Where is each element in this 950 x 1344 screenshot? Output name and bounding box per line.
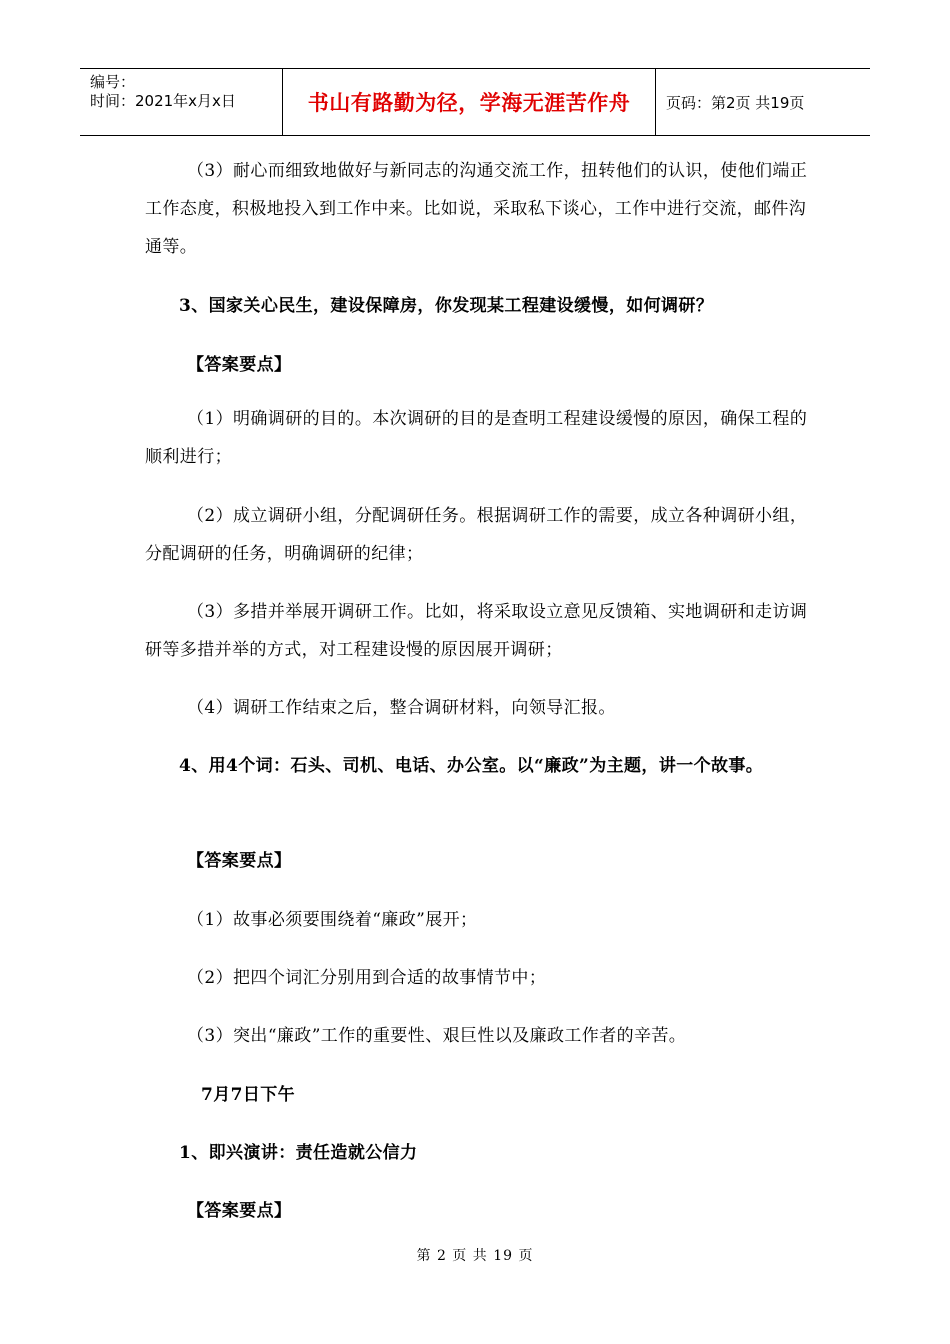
page-footer: 第 2 页 共 19 页 — [416, 1248, 534, 1264]
question-4: 4、用4个词：石头、司机、电话、办公室。以“廉政”为主题，讲一个故事。 — [179, 756, 764, 776]
answer-label: 【答案要点】 — [187, 1201, 292, 1221]
answer-item: （4）调研工作结束之后，整合调研材料，向领导汇报。 — [187, 698, 616, 718]
header-motto-cell — [282, 69, 656, 135]
time-label: 时间：2021年x月x日 — [90, 92, 236, 110]
answer-item: （1）故事必须要围绕着“廉政”展开； — [187, 910, 478, 930]
paragraph-communication: （3）耐心而细致地做好与新同志的沟通交流工作，扭转他们的认识，使他们端正工作态度，积极地投入到工作中来。比如说，采取私下谈心，工作中进行交流，邮件沟通等。 — [145, 161, 808, 257]
answer-label: 【答案要点】 — [187, 355, 292, 375]
answer-item: （1）明确调研的目的。本次调研的目的是查明工程建设缓慢的原因，确保工程的顺利进行； — [145, 409, 808, 467]
question-1-afternoon: 1、即兴演讲：责任造就公信力 — [179, 1143, 418, 1163]
question-3: 3、国家关心民生，建设保障房，你发现某工程建设缓慢，如何调研？ — [179, 296, 714, 316]
number-label: 编号： — [90, 73, 136, 91]
answer-item: （3）多措并举展开调研工作。比如，将采取设立意见反馈箱、实地调研和走访调研等多措并举的方式，对工程建设慢的原因展开调研； — [145, 602, 808, 660]
page-info: 页码：第2页 共19页 — [666, 93, 805, 112]
session-heading: 7月7日下午 — [201, 1085, 296, 1105]
header-table — [80, 68, 870, 136]
answer-item: （2）把四个词汇分别用到合适的故事情节中； — [187, 968, 547, 988]
header-meta — [80, 69, 282, 135]
motto: 书山有路勤为径，学海无涯苦作舟 — [307, 91, 631, 115]
answer-label: 【答案要点】 — [187, 851, 292, 871]
answer-item: （3）突出“廉政”工作的重要性、艰巨性以及廉政工作者的辛苦。 — [187, 1026, 687, 1046]
header-page-info — [656, 69, 870, 135]
answer-item: （2）成立调研小组，分配调研任务。根据调研工作的需要，成立各种调研小组，分配调研的任务，明确调研的纪律； — [145, 506, 808, 564]
